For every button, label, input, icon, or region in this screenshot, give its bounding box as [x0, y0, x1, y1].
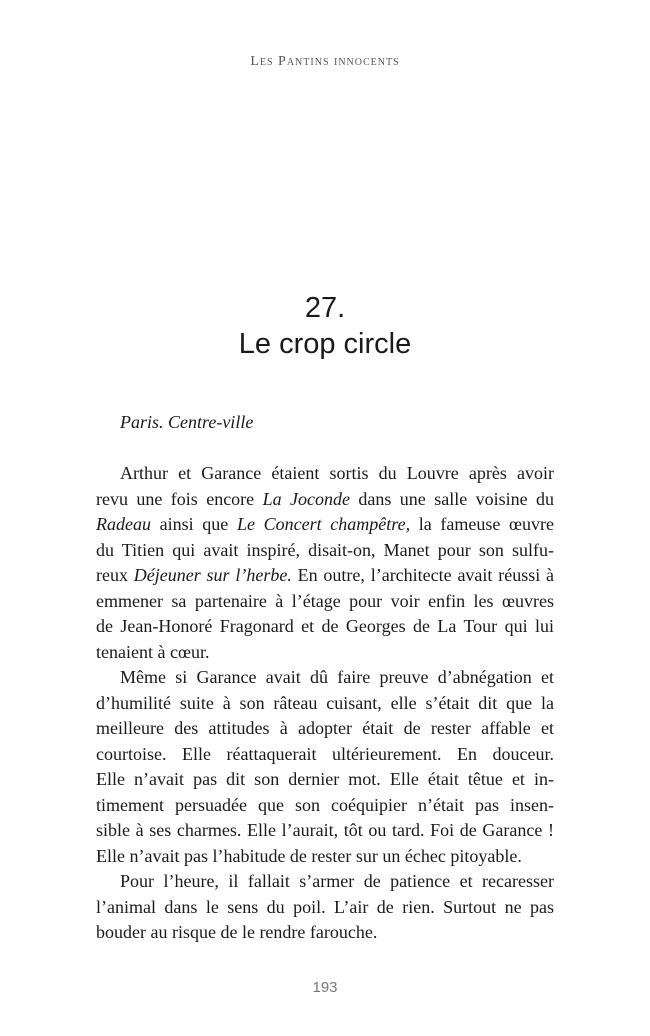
text-line: de Jean-Honoré Fragonard et de Georges de La Tour qui lui — [96, 616, 554, 636]
text-line: du Titien qui avait inspiré, disait-on, Manet pour son sulfu- — [96, 539, 554, 560]
text-line: tenaient à cœur. — [96, 641, 210, 662]
text-line: revu une fois encore La Joconde dans une salle voisine du — [96, 488, 555, 509]
artwork-title: Radeau — [96, 514, 151, 534]
text-line: Arthur et Garance étaient sortis du Louvre après avoir — [120, 463, 554, 483]
text-line: Pour l’heure, il fallait s’armer de patience et recaresser — [120, 871, 554, 891]
running-head: Les Pantins innocents — [250, 54, 400, 69]
chapter-number: 27. — [304, 292, 346, 324]
artwork-title: Le Concert champêtre, — [236, 514, 411, 534]
text-line: Même si Garance avait dû faire preuve d’abnégation et — [120, 667, 554, 687]
location-heading: Paris. Centre-ville — [120, 412, 254, 432]
text-line: Elle n’avait pas l’habitude de rester sur un échec pitoyable. — [96, 845, 522, 866]
text-line: courtoise. Elle réattaquerait ultérieurement. En douceur. — [96, 743, 554, 764]
text-line: meilleure des attitudes à adopter était de rester affable et — [96, 718, 554, 738]
text-line: Elle n’avait pas dit son dernier mot. Elle était têtue et in- — [96, 769, 554, 789]
chapter-title: Le crop circle — [238, 328, 412, 360]
text-line: l’animal dans le sens du poil. L’air de rien. Surtout ne pas — [96, 896, 554, 917]
body-text — [96, 461, 554, 946]
text-line: timement persuadée que son coéquipier n’était pas insen- — [96, 794, 554, 815]
text-line: Radeau ainsi que Le Concert champêtre, la fameuse œuvre — [96, 514, 554, 534]
artwork-title: La Joconde — [262, 488, 350, 509]
text-line: emmener sa partenaire à l’étage pour voir enfin les œuvres — [96, 590, 554, 611]
text-line: bouder au risque de le rendre farouche. — [96, 922, 378, 942]
artwork-title: Déjeuner sur l’herbe. — [133, 565, 292, 585]
text-line: reux Déjeuner sur l’herbe. En outre, l’architecte avait réussi à — [96, 565, 554, 585]
text-line: d’humilité suite à son râteau cuisant, elle s’était dit que la — [96, 692, 554, 713]
page-number: 193 — [312, 979, 338, 996]
text-line: sible à ses charmes. Elle l’aurait, tôt ou tard. Foi de Garance ! — [96, 820, 554, 840]
